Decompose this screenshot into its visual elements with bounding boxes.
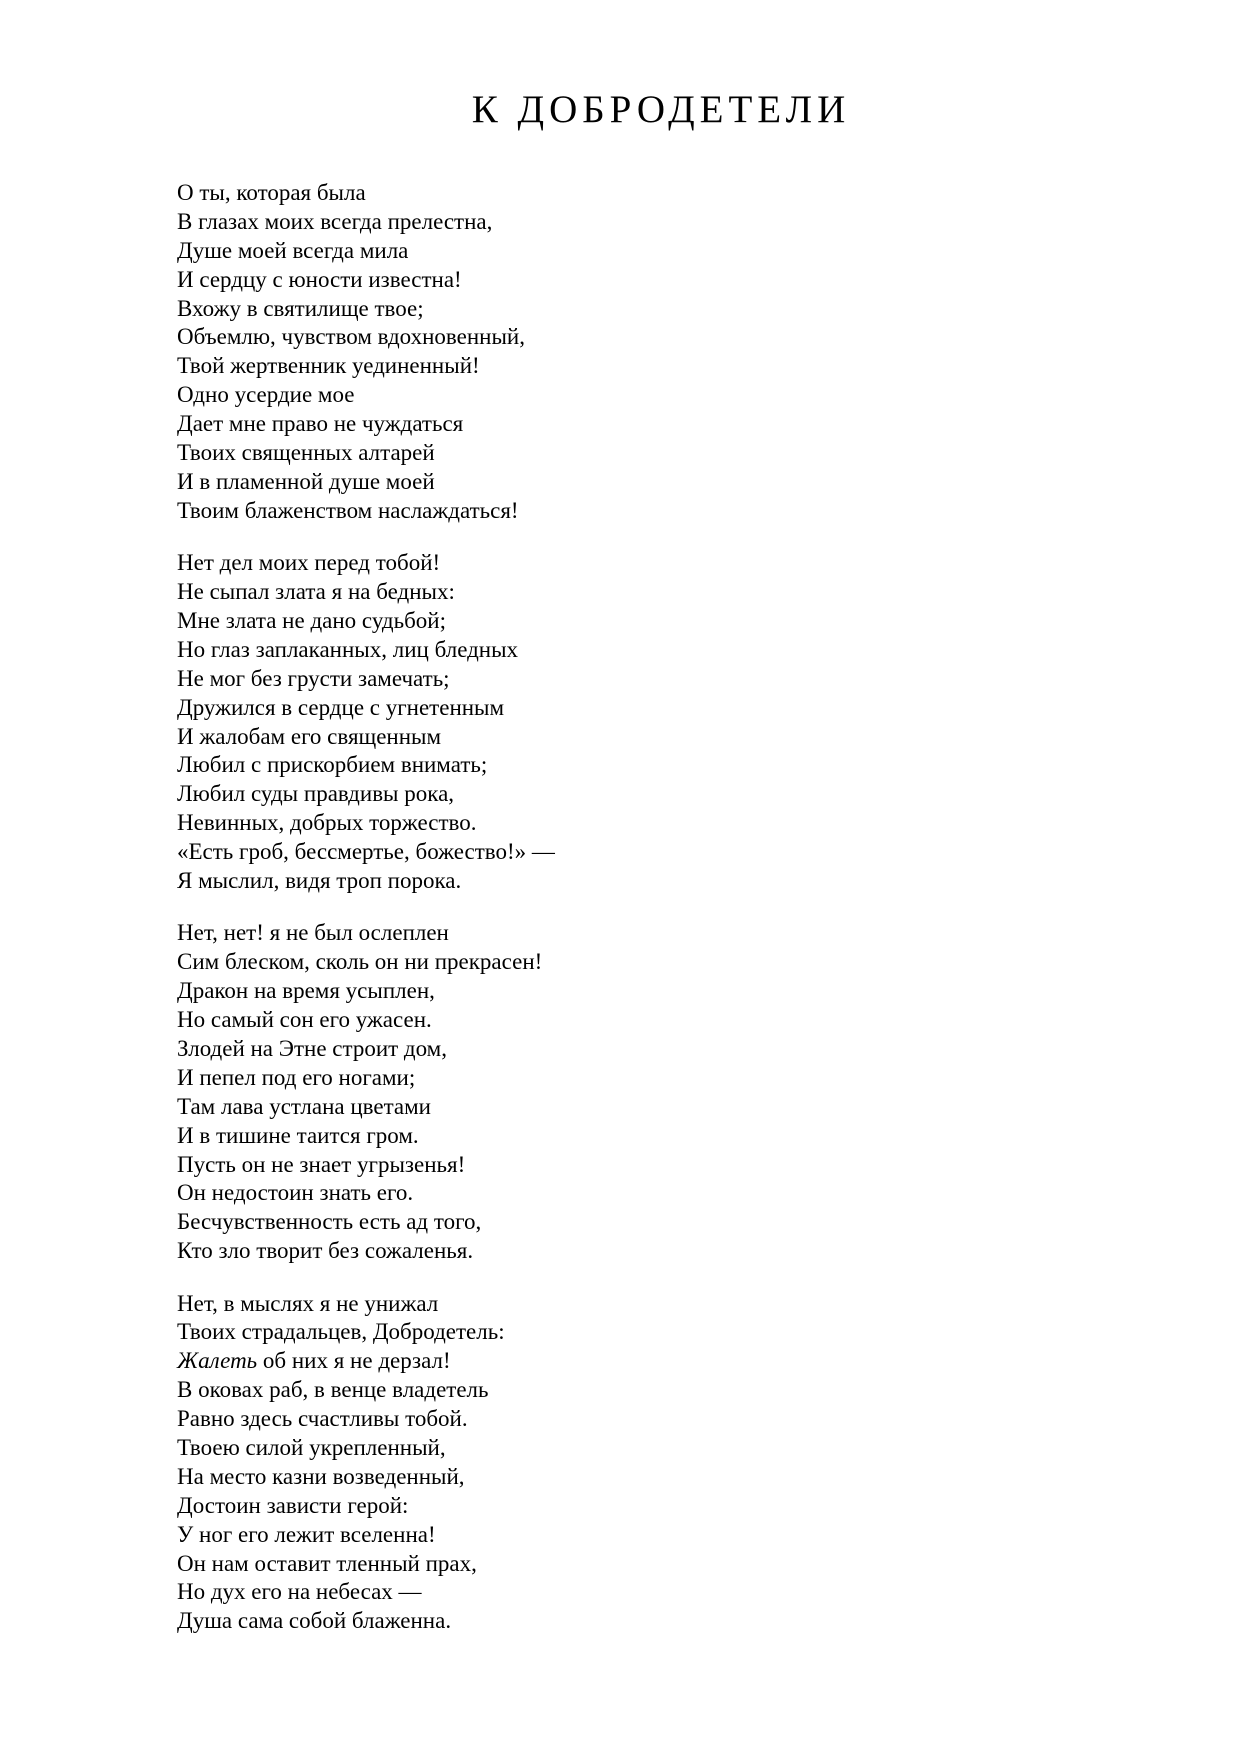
poem-line: Достоин зависти герой: (177, 1492, 409, 1518)
poem-line: Не сыпал злата я на бедных: (177, 579, 455, 605)
poem-line: Равно здесь счастливы тобой. (177, 1406, 468, 1432)
poem-line: Там лава устлана цветами (177, 1093, 431, 1119)
stanza-3 (177, 919, 1077, 1266)
poem-line: И в тишине таится гром. (177, 1122, 419, 1148)
poem-line: Дракон на время усыплен, (177, 978, 435, 1004)
poem-line: Объемлю, чувством вдохновенный, (177, 324, 525, 350)
poem-line: Кто зло творит без сожаленья. (177, 1238, 474, 1264)
poem-line: Но дух его на небесах — (177, 1579, 422, 1605)
poem-line: На место казни возведенный, (177, 1463, 465, 1489)
emphasized-word: Жалеть (177, 1348, 258, 1374)
poem-line: Твоею силой укрепленный, (177, 1435, 446, 1461)
poem-line-rest: об них я не дерзал! (257, 1348, 451, 1374)
poem-line: Я мыслил, видя троп порока. (177, 867, 462, 893)
poem-line: Одно усердие мое (177, 382, 355, 408)
poem-line: Любил с прискорбием внимать; (177, 752, 488, 778)
poem-body (177, 179, 1077, 1660)
poem-line: И сердцу с юности известна! (177, 266, 462, 292)
poem-line: Нет дел моих перед тобой! (177, 550, 441, 576)
poem-line: И жалобам его священным (177, 723, 442, 749)
poem-line: Не мог без грусти замечать; (177, 665, 450, 691)
poem-line: Любил суды правдивы рока, (177, 781, 455, 807)
poem-line: И пепел под его ногами; (177, 1064, 416, 1090)
poem-line: Но глаз заплаканных, лиц бледных (177, 636, 519, 662)
poem-line: Он нам оставит тленный прах, (177, 1550, 477, 1576)
poem-line: Твоим блаженством наслаждаться! (177, 497, 519, 523)
poem-line: Дружился в сердце с угнетенным (177, 694, 505, 720)
poem-line: «Есть гроб, бессмертье, божество!» — (177, 839, 555, 865)
poem-line: Бесчувственность есть ад того, (177, 1209, 482, 1235)
poem-line: Твой жертвенник уединенный! (177, 353, 480, 379)
stanza-4 (177, 1290, 1077, 1637)
stanza-1 (177, 179, 1077, 526)
poem-line: Сим блеском, сколь он ни прекрасен! (177, 949, 543, 975)
poem-line: Злодей на Этне строит дом, (177, 1035, 447, 1061)
poem-line: Дает мне право не чуждаться (177, 411, 464, 437)
poem-line: Твоих священных алтарей (177, 440, 435, 466)
poem-line: У ног его лежит вселенна! (177, 1521, 436, 1547)
poem-line: Невинных, добрых торжество. (177, 810, 477, 836)
poem-line: Пусть он не знает угрызенья! (177, 1151, 466, 1177)
poem-title: К ДОБРОДЕТЕЛИ (471, 88, 851, 131)
poem-line: О ты, которая была (177, 180, 366, 205)
poem-line: Душе моей всегда мила (177, 237, 409, 263)
poem-line: Вхожу в святилище твое; (177, 295, 424, 321)
poem-line: В оковах раб, в венце владетель (177, 1377, 489, 1403)
poem-line: Нет, в мыслях я не унижал (177, 1290, 439, 1316)
poem-line: Но самый сон его ужасен. (177, 1007, 432, 1033)
poem-line: И в пламенной душе моей (177, 468, 435, 494)
poem-line: Душа сама собой блаженна. (177, 1608, 452, 1634)
poem-line: Мне злата не дано судьбой; (177, 607, 446, 633)
poem-line: Он недостоин знать его. (177, 1180, 414, 1206)
poem-line: В глазах моих всегда прелестна, (177, 208, 493, 234)
poem-line-with-emphasis (177, 1347, 1077, 1376)
poem-line: Твоих страдальцев, Добродетель: (177, 1319, 505, 1345)
poem-line: Нет, нет! я не был ослеплен (177, 920, 449, 946)
stanza-2 (177, 549, 1077, 896)
